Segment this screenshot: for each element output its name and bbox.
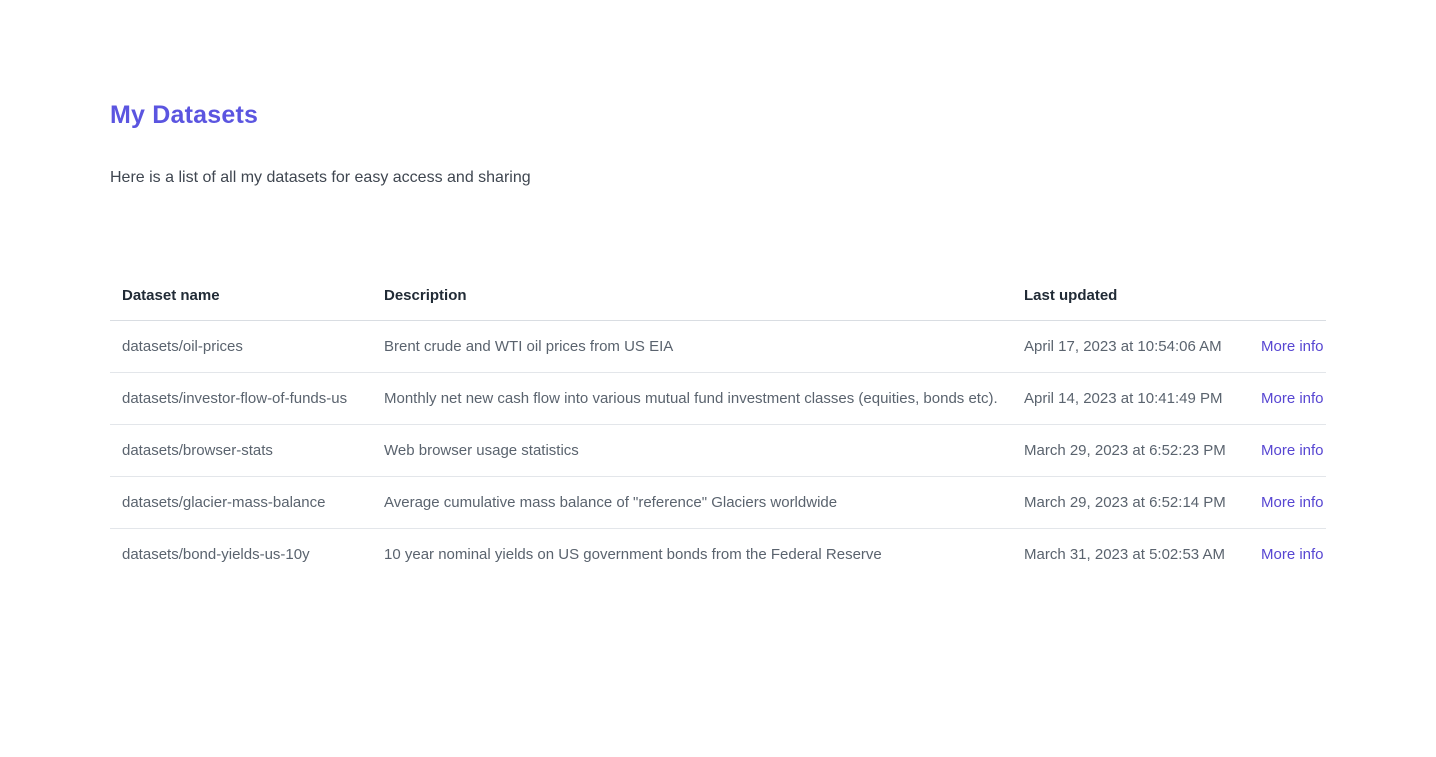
- dataset-description-cell: Web browser usage statistics: [384, 442, 579, 460]
- dataset-description-cell: Brent crude and WTI oil prices from US EIA: [384, 338, 674, 356]
- col-header-dataset-name: Dataset name: [110, 273, 372, 321]
- more-info-link[interactable]: More info: [1261, 390, 1324, 408]
- col-header-description: Description: [372, 273, 1012, 321]
- datasets-table: [110, 273, 1326, 580]
- last-updated-cell: April 17, 2023 at 10:54:06 AM: [1024, 338, 1222, 356]
- dataset-description-cell: Average cumulative mass balance of "reference" Glaciers worldwide: [384, 494, 838, 512]
- dataset-description-cell: Monthly net new cash flow into various mutual fund investment classes (equities, bonds etc).: [384, 390, 998, 408]
- last-updated-cell: April 14, 2023 at 10:41:49 PM: [1024, 390, 1223, 408]
- more-info-link[interactable]: More info: [1261, 546, 1324, 564]
- dataset-name-cell: datasets/browser-stats: [122, 442, 273, 460]
- page-subtitle: Here is a list of all my datasets for easy access and sharing: [110, 169, 531, 186]
- more-info-link[interactable]: More info: [1261, 338, 1324, 356]
- col-header-actions: [1249, 273, 1326, 321]
- table-row: [110, 529, 1326, 581]
- table-row: [110, 477, 1326, 529]
- last-updated-cell: March 29, 2023 at 6:52:14 PM: [1024, 494, 1226, 512]
- last-updated-cell: March 31, 2023 at 5:02:53 AM: [1024, 546, 1225, 564]
- dataset-name-cell: datasets/glacier-mass-balance: [122, 494, 326, 512]
- page-container: [110, 0, 1326, 580]
- datasets-table-header: [110, 273, 1326, 321]
- datasets-table-body: [110, 321, 1326, 581]
- dataset-name-cell: datasets/investor-flow-of-funds-us: [122, 390, 348, 408]
- last-updated-cell: March 29, 2023 at 6:52:23 PM: [1024, 442, 1226, 460]
- page-title: My Datasets: [110, 101, 259, 129]
- dataset-name-cell: datasets/oil-prices: [122, 338, 243, 356]
- col-header-last-updated: Last updated: [1012, 273, 1249, 321]
- table-row: [110, 321, 1326, 373]
- header-row: [110, 273, 1326, 321]
- table-row: [110, 425, 1326, 477]
- table-row: [110, 373, 1326, 425]
- dataset-name-cell: datasets/bond-yields-us-10y: [122, 546, 310, 564]
- dataset-description-cell: 10 year nominal yields on US government bonds from the Federal Reserve: [384, 546, 882, 564]
- more-info-link[interactable]: More info: [1261, 494, 1324, 512]
- more-info-link[interactable]: More info: [1261, 442, 1324, 460]
